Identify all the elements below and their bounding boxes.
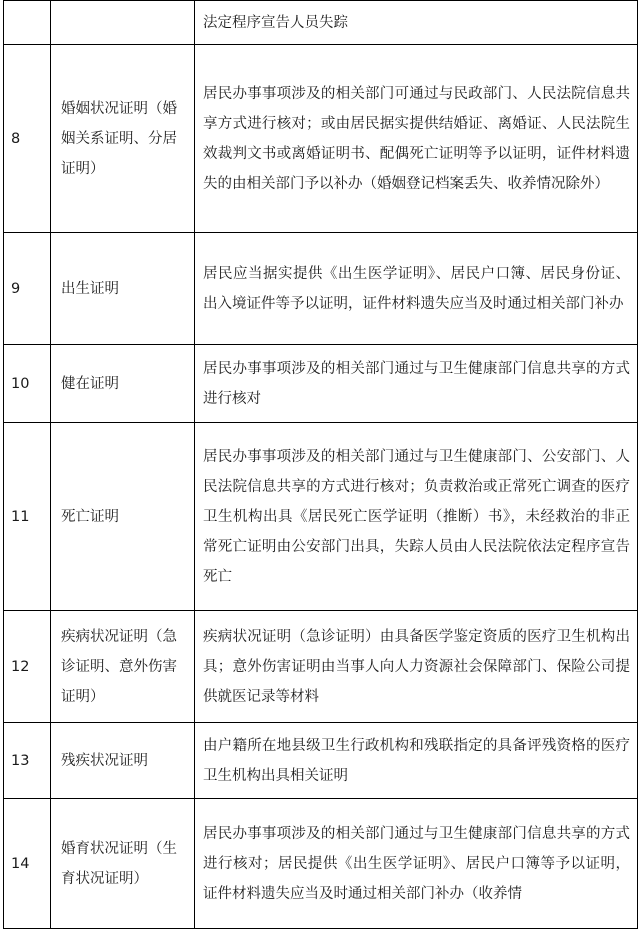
certificate-name: 疾病状况证明（急诊证明、意外伤害证明） xyxy=(51,611,195,723)
handling-method: 居民办事事项涉及的相关部门可通过与民政部门、人民法院信息共享方式进行核对；或由居民据实提供结婚证、离婚证、人民法院生效裁判文书或离婚证明书、配偶死亡证明等予以证明，证件材料遗失的由相关部门予以补办（婚姻登记档案丢失、收养情况除外） xyxy=(195,45,638,233)
handling-method: 居民应当据实提供《出生医学证明》、居民户口簿、居民身份证、出入境证件等予以证明，证件材料遗失应当及时通过相关部门补办 xyxy=(195,233,638,345)
table-row xyxy=(4,45,638,233)
row-number: 12 xyxy=(4,611,51,723)
handling-method: 居民办事事项涉及的相关部门通过与卫生健康部门信息共享的方式进行核对；居民提供《出生医学证明》、居民户口簿等予以证明，证件材料遗失应当及时通过相关部门补办（收养情 xyxy=(195,799,638,929)
row-number: 11 xyxy=(4,423,51,611)
row-number: 9 xyxy=(4,233,51,345)
certificate-name: 残疾状况证明 xyxy=(51,723,195,799)
table-row xyxy=(4,799,638,929)
certificate-name xyxy=(51,1,195,45)
handling-method: 居民办事事项涉及的相关部门通过与卫生健康部门、公安部门、人民法院信息共享的方式进行核对；负责救治或正常死亡调查的医疗卫生机构出具《居民死亡医学证明（推断）书》，未经救治的非正常死亡证明由公安部门出具，失踪人员由人民法院依法定程序宣告死亡 xyxy=(195,423,638,611)
table-row xyxy=(4,345,638,423)
row-number: 14 xyxy=(4,799,51,929)
handling-method: 法定程序宣告人员失踪 xyxy=(195,1,638,45)
handling-method: 居民办事事项涉及的相关部门通过与卫生健康部门信息共享的方式进行核对 xyxy=(195,345,638,423)
table-row xyxy=(4,1,638,45)
handling-method: 疾病状况证明（急诊证明）由具备医学鉴定资质的医疗卫生机构出具；意外伤害证明由当事人向人力资源社会保障部门、保险公司提供就医记录等材料 xyxy=(195,611,638,723)
row-number: 10 xyxy=(4,345,51,423)
certificate-name: 死亡证明 xyxy=(51,423,195,611)
table-body xyxy=(4,1,638,929)
table-row xyxy=(4,233,638,345)
row-number: 8 xyxy=(4,45,51,233)
row-number: 13 xyxy=(4,723,51,799)
certificate-name: 出生证明 xyxy=(51,233,195,345)
handling-method: 由户籍所在地县级卫生行政机构和残联指定的具备评残资格的医疗卫生机构出具相关证明 xyxy=(195,723,638,799)
table-row xyxy=(4,611,638,723)
table-row xyxy=(4,423,638,611)
certificate-name: 婚姻状况证明（婚姻关系证明、分居证明） xyxy=(51,45,195,233)
row-number xyxy=(4,1,51,45)
certificate-table xyxy=(3,0,638,929)
certificate-name: 健在证明 xyxy=(51,345,195,423)
certificate-name: 婚育状况证明（生育状况证明） xyxy=(51,799,195,929)
table-row xyxy=(4,723,638,799)
